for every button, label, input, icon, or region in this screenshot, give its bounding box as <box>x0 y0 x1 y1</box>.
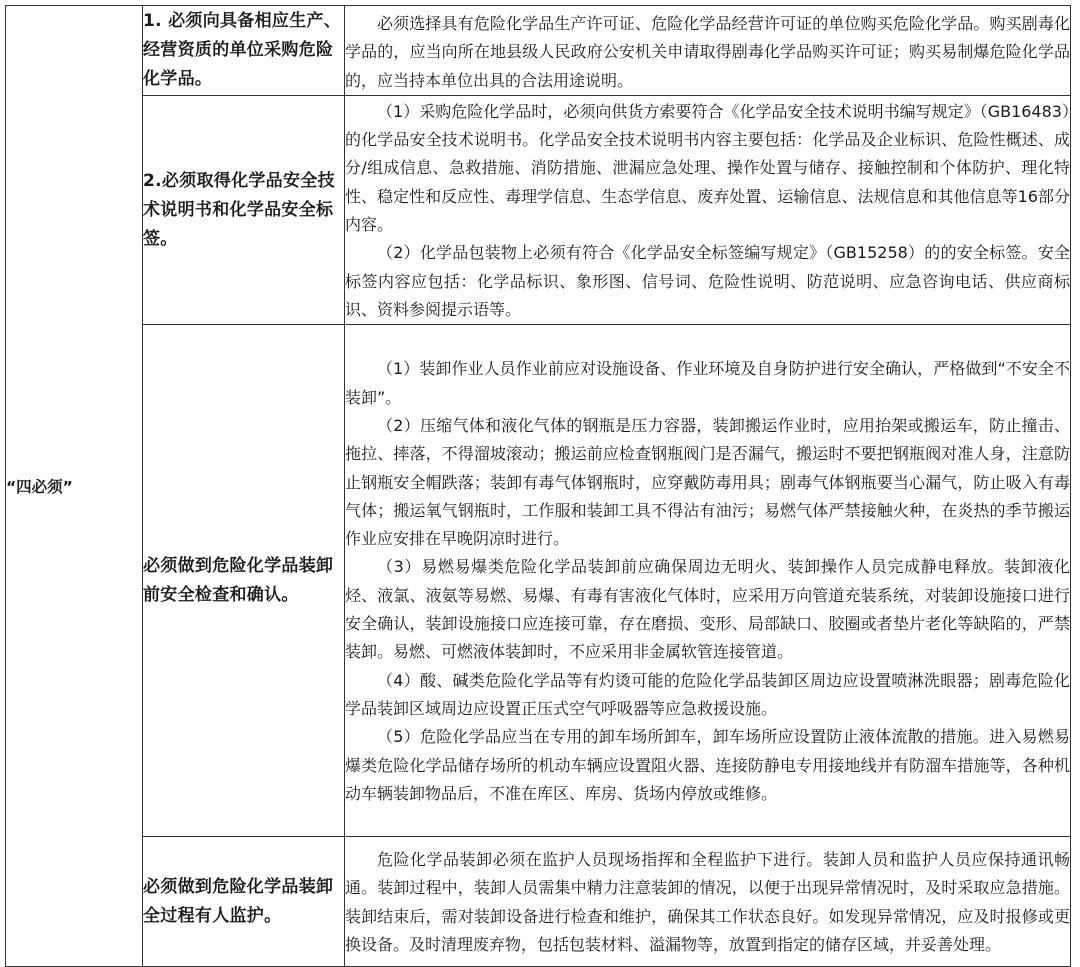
requirement-cell <box>143 325 345 837</box>
detail-cell <box>345 837 1071 967</box>
requirement-label: 必须做到危险化学品装卸全过程有人监护。 <box>143 876 334 926</box>
requirement-label: 1. 必须向具备相应生产、经营资质的单位采购危险化学品。 <box>143 10 342 89</box>
detail-paragraph: （1）装卸作业人员作业前应对设施设备、作业环境及自身防护进行安全确认，严格做到“不安全不装卸”。 <box>345 359 1070 407</box>
detail-paragraph: （2）化学品包装物上必须有符合《化学品安全标签编写规定》（GB15258）的的安全标签。安全标签内容应包括：化学品标识、象形图、信号词、危险性说明、防范说明、应急咨询电话、供应商标识、资料参阅提示语等。 <box>345 243 1070 319</box>
detail-paragraph: （1）采购危险化学品时，必须向供货方索要符合《化学品安全技术说明书编写规定》（GB16483）的化学品安全技术说明书。化学品安全技术说明书内容主要包括：化学品及企业标识、危险性概述、成分/组成信息、急救措施、消防措施、泄漏应急处理、操作处置与储存、接触控制和个体防护、理化特性、稳定性和反应性、毒理学信息、生态学信息、废弃处置、运输信息、法规信息和其他信息等16部分内容。 <box>345 101 1070 235</box>
requirement-cell <box>143 6 345 96</box>
requirement-cell <box>143 837 345 967</box>
detail-cell <box>345 6 1071 96</box>
detail-cell <box>345 95 1071 324</box>
requirement-label: 必须做到危险化学品装卸前安全检查和确认。 <box>143 555 334 605</box>
detail-paragraph: （3）易燃易爆类危险化学品装卸前应确保周边无明火、装卸操作人员完成静电释放。装卸液化烃、液氯、液氨等易燃、易爆、有毒有害液化气体时，应采用万向管道充装系统，对装卸设施接口进行安全确认，装卸设施接口应连接可靠，存在磨损、变形、局部缺口、胶圈或者垫片老化等缺陷的，严禁装卸。易燃、可燃液体装卸时，不应采用非金属软管连接管道。 <box>345 557 1070 662</box>
detail-paragraph: 危险化学品装卸必须在监护人员现场指挥和全程监护下进行。装卸人员和监护人员应保持通讯畅通。装卸过程中，装卸人员需集中精力注意装卸的情况，以便于出现异常情况时，及时采取应急措施。装卸结束后，需对装卸设备进行检查和维护，确保其工作状态良好。如发现异常情况，应及时报修或更换设备。及时清理废弃物，包括包装材料、溢漏物等，放置到指定的储存区域，并妥善处理。 <box>345 850 1070 955</box>
requirements-table <box>5 5 1071 967</box>
requirement-label: 2.必须取得化学品安全技术说明书和化学品安全标签。 <box>143 170 335 249</box>
requirement-cell <box>143 95 345 324</box>
detail-paragraph: （5）危险化学品应当在专用的卸车场所卸车，卸车场所应设置防止液体流散的措施。进入易燃易爆类危险化学品储存场所的机动车辆应设置阻火器、连接防静电专用接地线并有防溜车措施等，各种机动车辆装卸物品后，不准在库区、库房、货场内停放或维修。 <box>345 727 1070 803</box>
detail-cell <box>345 325 1071 837</box>
table-row <box>6 325 1071 837</box>
detail-paragraph: （2）压缩气体和液化气体的钢瓶是压力容器，装卸搬运作业时，应用抬架或搬运车，防止撞击、拖拉、摔落，不得溜坡滚动；搬运前应检查钢瓶阀门是否漏气，搬运时不要把钢瓶阀对准人身，注意防止钢瓶安全帽跌落；装卸有毒气体钢瓶时，应穿戴防毒用具；剧毒气体钢瓶要当心漏气，防止吸入有毒气体；搬运氧气钢瓶时，工作服和装卸工具不得沾有油污；易燃气体严禁接触火种，在炎热的季节搬运作业应安排在早晚阴凉时进行。 <box>345 415 1070 549</box>
table-row <box>6 95 1071 324</box>
table-row <box>6 837 1071 967</box>
category-cell <box>6 6 143 967</box>
detail-paragraph: 必须选择具有危险化学品生产许可证、危险化学品经营许可证的单位购买危险化学品。购买剧毒化学品的，应当向所在地县级人民政府公安机关申请取得剧毒化学品购买许可证；购买易制爆危险化学品的，应当持本单位出具的合法用途说明。 <box>345 14 1070 90</box>
table-row <box>6 6 1071 96</box>
detail-paragraph: （4）酸、碱类危险化学品等有灼烫可能的危险化学品装卸区周边应设置喷淋洗眼器；剧毒危险化学品装卸区域周边应设置正压式空气呼吸器等应急救援设施。 <box>345 670 1070 718</box>
category-label: “四必须” <box>6 478 73 497</box>
